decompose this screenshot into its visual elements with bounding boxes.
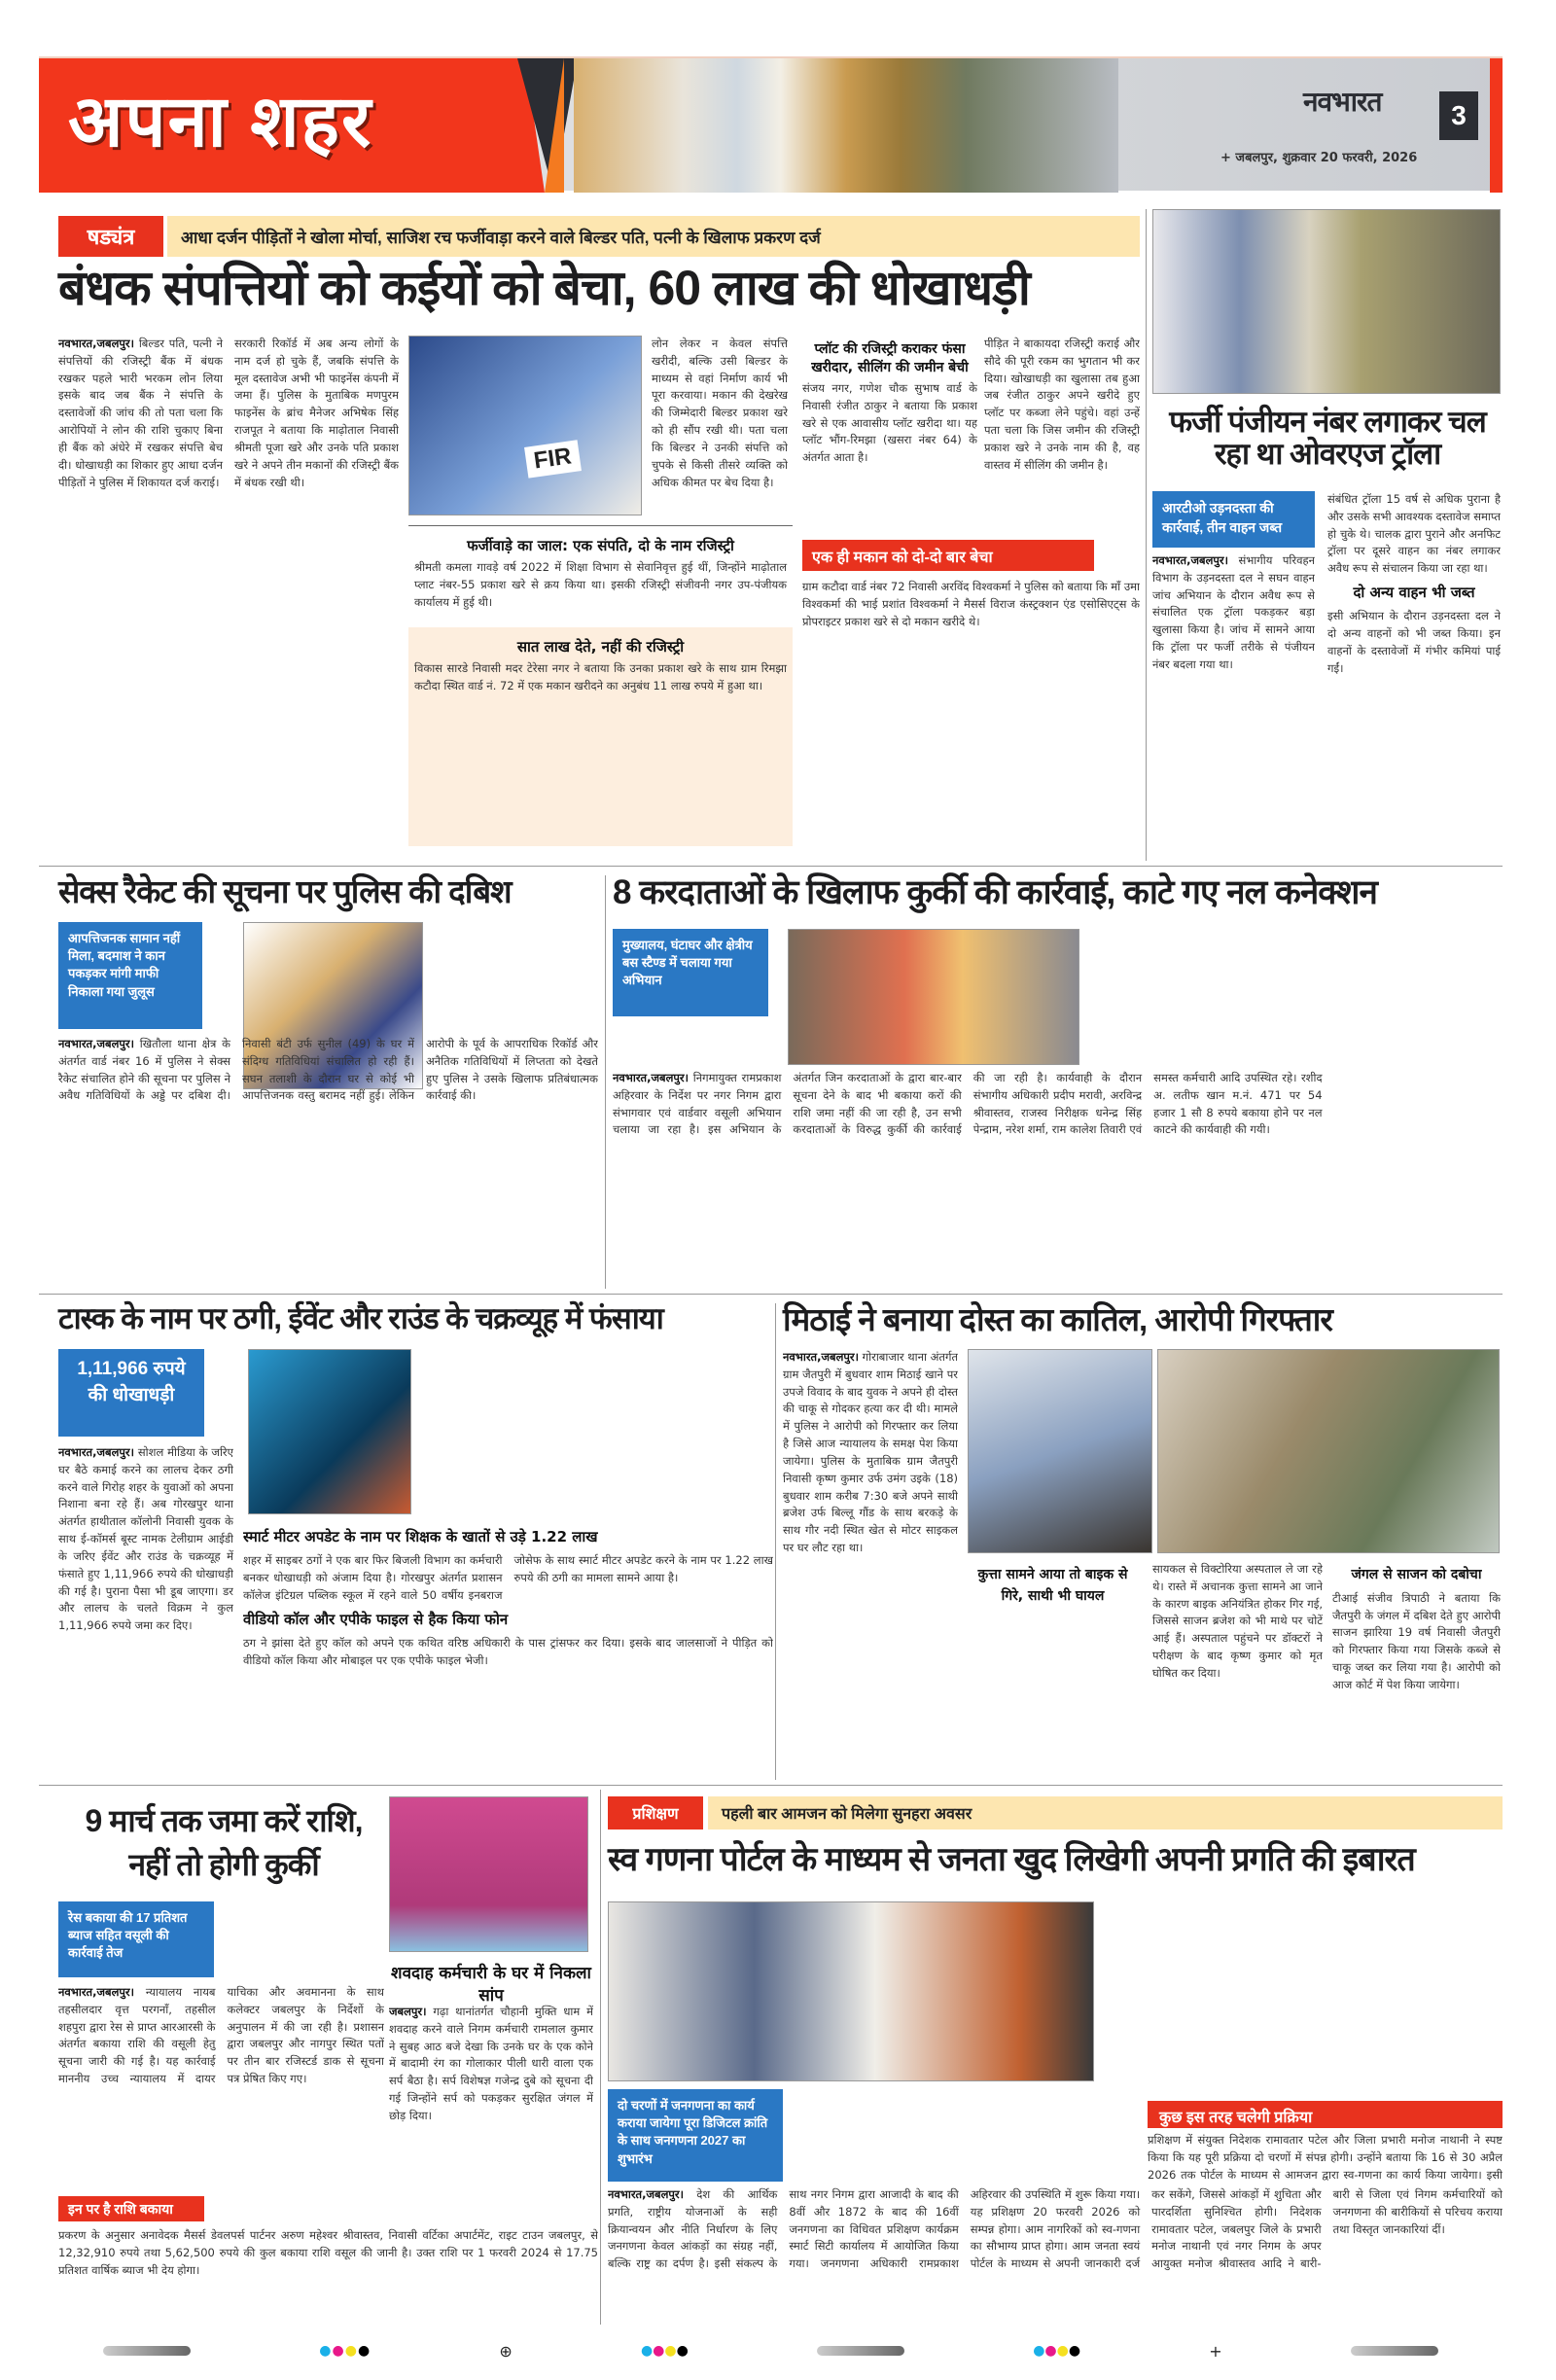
story9-body2: प्रशिक्षण में संयुक्त निदेशक रामावतार पटेल और जिला प्रभारी मनोज नाथानी ने स्पष्ट किया कि यह पूरी प्रक्रिया दो चरणों में संपन्न होगी। उन्होंने बताया कि 16 से 30 अप्रैल 2026 तक पोर्टल के माध्यम से आमजन द्वारा स्व-गणना का कार्य किया जायेगा। इसी — [1148, 2133, 1503, 2182]
story5-headline: टास्क के नाम पर ठगी, ईवेंट और राउंड के चक्रव्यूह में फंसाया — [58, 1301, 663, 1335]
story1-tag: षड्यंत्र — [58, 216, 163, 257]
paragraph: शहर में साइबर ठगों ने एक बार फिर बिजली विभाग का कर्मचारी बनकर धोखाधड़ी को अंजाम दिया है। गोरखपुर अंतर्गत प्रशासन कॉलेज इंटिग्रल पब्लिक स्कूल में रहने वाले 50 वर्षीय इनबराज जोसेफ के साथ स्मार्ट मीटर अपडेट करने के नाम पर 1.22 लाख रुपये की ठगी का मामला सामने आया है। — [243, 1553, 773, 1602]
story7-body2: प्रकरण के अनुसार अनावेदक मैसर्स डेवलपर्स पार्टनर अरुण महेश्वर श्रीवास्तव, निवासी वर्टिका अपार्टमेंट, राइट टाउन जबलपुर, से 12,32,910 रुपये तथा 5,62,500 रुपये की कुल बकाया राशि वसूल की जानी है। उक्त राशि पर 1 फरवरी 2024 से 17.75 प्रतिशत वार्षिक ब्याज भी देय होगा। — [58, 2228, 598, 2277]
date-text: जबलपुर, शुक्रवार 20 फरवरी, 2026 — [1235, 151, 1418, 165]
story8-body — [389, 2004, 593, 2222]
registration-mark-icon — [817, 2346, 904, 2356]
paragraph: न्यायालय नायब तहसीलदार वृत्त परगनाँ, तहसील शहपुरा द्वारा रेस से प्राप्त आरआरसी के अंतर्गत बकाया राशि की वसूली हेतु सूचना जारी की गई है। यह कार्रवाई माननीय उच्च न्यायालय में दायर याचिका और अवमानना के साथ कलेक्टर जबलपुर के निर्देशों के अनुपालन में की जा रही है। प्रशासन द्वारा जबलपुर और नागपुर स्थित पतों पर तीन बार रजिस्टर्ड डाक से सूचना पत्र प्रेषित किए गए। — [58, 1985, 384, 2086]
dateline: + जबलपुर, शुक्रवार 20 फरवरी, 2026 — [1220, 151, 1418, 165]
divider — [605, 875, 606, 1289]
crosshair-icon: ⊕ — [499, 2341, 513, 2361]
fir-label: FIR — [524, 440, 582, 478]
registration-mark-icon — [103, 2346, 191, 2356]
box1-body: श्रीमती कमला गावड़े वर्ष 2022 में शिक्षा विभाग से सेवानिवृत्त हुई थीं, जिन्होंने माढ़ोताल प्लाट नंबर-55 प्रकाश खरे से क्रय किया था। इसकी रजिस्ट्री संजीवनी नगर उप-पंजीयक कार्यालय में हुई थी। — [414, 560, 787, 609]
story9-subhead: कुछ इस तरह चलेगी प्रक्रिया — [1148, 2101, 1503, 2128]
divider — [775, 1303, 776, 1780]
print-registration-strip — [39, 2339, 1503, 2362]
paragraph: इसी अभियान के दौरान उड़नदस्ता दल ने दो अन्य वाहनों को भी जब्त किया। इन वाहनों के दस्तावेजों में गंभीर कमियां पाई गईं। — [1327, 609, 1501, 675]
masthead — [39, 56, 1503, 191]
registration-mark-icon — [1351, 2346, 1438, 2356]
snake-photo — [389, 1796, 588, 1952]
box2-title: सात लाख देते, नहीं की रजिस्ट्री — [516, 638, 685, 656]
dateline: नवभारत,जबलपुर। — [58, 1985, 134, 1999]
dateline: नवभारत,जबलपुर। — [613, 1071, 689, 1084]
story4-headline: 8 करदाताओं के खिलाफ कुर्की की कार्रवाई, काटे गए नल कनेक्शन — [613, 873, 1377, 911]
paragraph: गढ़ा थानांतर्गत चौहानी मुक्ति धाम में शवदाह करने वाले निगम कर्मचारी रामलाल कुमार ने सुबह आठ बजे देखा कि उनके घर के एक कोने में बादामी रंग का गोलाकार पीली धारी वाला एक सर्प बैठा है। सर्प विशेषज्ञ गजेन्द्र दुबे को सूचना दी गई जिन्होंने सर्प को पकड़कर सुरक्षित जंगल में छोड़ दिया। — [389, 2005, 593, 2122]
divider — [39, 866, 1503, 867]
masthead-red-edge — [1490, 58, 1503, 193]
story1-box2 — [408, 627, 793, 846]
story2-body2 — [1327, 491, 1501, 856]
story5-body — [58, 1444, 233, 1775]
paragraph: संबंधित ट्रॉला 15 वर्ष से अधिक पुराना है और उसके सभी आवश्यक दस्तावेज समाप्त हो चुके थे। चालक द्वारा पुराने और अनफिट ट्रॉला पर दूसरे वाहन का नंबर लगाकर अवैध रूप से संचालन किया जा रहा था। — [1327, 492, 1501, 576]
story2-subhead: दो अन्य वाहन भी जब्त — [1353, 584, 1475, 602]
dateline: नवभारत,जबलपुर। — [58, 1445, 134, 1459]
story8-headline: शवदाह कर्मचारी के घर में निकला सांप — [391, 1964, 591, 2006]
story7-body — [58, 1984, 384, 2188]
dateline: नवभारत,जबलपुर। — [58, 337, 134, 350]
page-number: 3 — [1439, 91, 1478, 140]
story6-body — [783, 1349, 958, 1777]
paragraph: खितौला थाना क्षेत्र के अंतर्गत वार्ड नंबर 16 में पुलिस ने सेक्स रैकेट संचालित होने की सूचना पर पुलिस ने अवैध गतिविधियों के अड्डे पर दबिश दी। निवासी बंटी उर्फ सुनील (49) के घर में संदिग्ध गतिविधियां संचालित हो रही हैं। सघन तलाशी के दौरान घर से कोई भी आपत्तिजनक वस्तु बरामद नहीं हुई। लेकिन आरोपी के पूर्व के आपराधिक रिकॉर्ड और अनैतिक गतिविधियों में लिप्तता को देखते हुए पुलिस ने उसके खिलाफ प्रतिबंधात्मक कार्रवाई की। — [58, 1037, 598, 1103]
story6-headline: मिठाई ने बनाया दोस्त का कातिल, आरोपी गिरफ्तार — [783, 1301, 1332, 1337]
story1-box1 — [408, 525, 793, 622]
newspaper-name: नवभारत — [1303, 87, 1382, 117]
story5-box: 1,11,966 रुपये की धोखाधड़ी — [58, 1349, 204, 1437]
story6-subhead1: कुत्ता सामने आया तो बाइक से गिरे, साथी भी घायल — [977, 1567, 1128, 1604]
paragraph: सोशल मीडिया के जरिए घर बैठे कमाई करने का लालच देकर ठगी करने वाले गिरोह शहर के युवाओं को अपना निशाना बना रहे हैं। अब गोरखपुर थाना अंतर्गत हाथीताल कॉलोनी निवासी युवक के साथ ई-कॉमर्स बूस्ट नामक टेलीग्राम आईडी के जरिए ईवेंट और राउंड के चक्रव्यूह में फंसाते हुए 1,11,966 रुपये की धोखाधड़ी की गई है। पुराना पैसा भी डूब जाएगा। डर और लालच के चलते विक्रम ने कुल 1,11,966 रुपये जमा कर दिए। — [58, 1445, 233, 1633]
story1-box4-body: ग्राम कटौदा वार्ड नंबर 72 निवासी अरविंद विश्वकर्मा ने पुलिस को बताया कि माँ उमा विश्वकर्मा की भाई प्रशांत विश्वकर्मा ने मैसर्स विराज कंस्ट्रक्शन एंड एसोसिएट्स के प्रोपराइटर प्रकाश खरे से दो मकान खरीदे थे। — [802, 580, 1140, 628]
color-dots-icon: ●●●● — [1033, 2343, 1081, 2359]
divider — [39, 1785, 1503, 1786]
box3-title: प्लॉट की रजिस्ट्री कराकर फंसा खरीदार, सीलिंग की जमीन बेची — [811, 341, 969, 375]
story3-box: आपत्तिजनक सामान नहीं मिला, बदमाश ने कान पकड़कर मांगी माफी निकाला गया जुलूस — [58, 922, 202, 1029]
story2-box: आरटीओ उड़नदस्ता की कार्रवाई, तीन वाहन जब्त — [1152, 491, 1315, 548]
story3-headline: सेक्स रैकेट की सूचना पर पुलिस की दबिश — [58, 873, 512, 909]
paragraph: देश की आर्थिक प्रगति, राष्ट्रीय योजनाओं के सही क्रियान्वयन और नीति निर्धारण के लिए जनगणना केवल आंकड़ों का संग्रह नहीं, बल्कि राष्ट्र का दर्पण है। इसी संकल्प के साथ नगर निगम द्वारा आजादी के बाद की 8वीं और 1872 के बाद की 16वीं जनगणना का विधिवत प्रशिक्षण कार्यक्रम स्मार्ट सिटी कार्यालय में आयोजित किया गया। जनगणना अधिकारी रामप्रकाश अहिरवार की उपस्थिति में शुरू किया गया। यह प्रशिक्षण 20 फरवरी 2026 को सम्पन्न होगा। आम नागरिकों को स्व-गणना का सौभाग्य प्राप्त होगा। आम जनता स्वयं पोर्टल के माध्यम से अपनी जानकारी दर्ज कर सकेंगे, जिससे आंकड़ों में शुचिता और पारदर्शिता सुनिश्चित होगी। निदेशक रामावतार पटेल, जबलपुर जिले के प्रभारी मनोज नाथानी एवं नगर निगम के अपर आयुक्त मनोज श्रीवास्तव आदि ने बारी-बारी से जिला एवं निगम कर्मचारियों को जनगणना की बारीकियों से परिचय कराया तथा विस्तृत जानकारियां दीं। — [608, 2187, 1503, 2271]
story9-body — [608, 2186, 1503, 2323]
dateline: जबलपुर। — [389, 2005, 427, 2018]
story2-headline: फर्जी पंजीयन नंबर लगाकर चल रहा था ओवरएज ट्रॉला — [1169, 405, 1486, 471]
divider — [600, 1790, 601, 2325]
paragraph: गोराबाजार थाना अंतर्गत ग्राम जैतपुरी में बुधवार शाम मिठाई खाने पर उपजे विवाद के बाद युवक ने अपने ही दोस्त की चाकू से गोदकर हत्या कर दी थी। मामले में पुलिस ने आरोपी को गिरफ्तार कर लिया है जिसे आज न्यायालय के समक्ष पेश किया जायेगा। पुलिस के मुताबिक ग्राम जैतपुरी निवासी कृष्ण कुमार उर्फ उमंग उइके (18) बुधवार शाम करीब 7:30 बजे अपने साथी ब्रजेश उर्फ बिल्लू गौंड के साथ बरकड़े के साथ गौर नदी स्थित खेत से मोटर साइकल पर घर लौट रहा था। — [783, 1350, 958, 1554]
paragraph: सरकारी रिकॉर्ड में अब अन्य लोगों के नाम दर्ज हो चुके हैं, जबकि संपत्ति के मूल दस्तावेज अभी भी फाइनेंस कंपनी में जमा हैं। पुलिस के मुताबिक मणपुरम फाइनेंस के ब्रांच मैनेजर अभिषेक सिंह राजपूत ने बताया कि माढ़ोताल निवासी श्रीमती पूजा खरे और उनके पति प्रकाश खरे ने अपने तीन मकानों की रजिस्ट्री बैंक में बंधक रखी थी। — [234, 337, 399, 489]
color-dots-icon: ●●●● — [640, 2343, 689, 2359]
story2-body1 — [1152, 552, 1315, 856]
story4-body — [613, 1070, 1503, 1284]
story1-headline: बंधक संपत्तियों को कईयों को बेचा, 60 लाख की धोखाधड़ी — [58, 261, 1030, 315]
story6-body-col2 — [968, 1561, 1138, 1777]
divider — [39, 1294, 1503, 1295]
box3-body: संजय नगर, गणेश चौक सुभाष वार्ड के निवासी रंजीत ठाकुर ने बताया कि प्रकाश खरे से एक आवासीय प्लॉट खरीदा था। यह प्लॉट भौंग-रिमझा (खसरा नंबर 64) के अंतर्गत आता है। — [802, 381, 977, 465]
story5-subhead2: वीडियो कॉल और एपीके फाइल से हैक किया फोन — [243, 1610, 509, 1628]
dateline: नवभारत,जबलपुर। — [58, 1037, 134, 1050]
crosshair-icon: + — [1209, 2341, 1222, 2361]
paragraph: टीआई संजीव त्रिपाठी ने बताया कि जैतपुरी के जंगल में दबिश देते हुए आरोपी साजन झारिया 19 वर्ष निवासी जैतपुरी को गिरफ्तार किया गया जिसके कब्जे से चाकू जब्त कर लिया गया है। आरोपी को आज कोर्ट में पेश किया जायेगा। — [1332, 1590, 1501, 1691]
story7-subhead: इन पर है राशि बकाया — [58, 2196, 204, 2221]
city-landmarks-photo — [574, 58, 1118, 193]
story6-subhead2: जंगल से साजन को दबोचा — [1351, 1567, 1482, 1582]
story7-box: रेस बकाया की 17 प्रतिशत ब्याज सहित वसूली की कार्रवाई तेज — [58, 1901, 214, 1977]
story1-kicker: आधा दर्जन पीड़ितों ने खोला मोर्चा, साजिश रच फर्जीवाड़ा करने वाले बिल्डर पति, पत्नी के खिलाफ प्रकरण दर्ज — [167, 216, 1140, 257]
divider — [1146, 209, 1147, 861]
story3-body — [58, 1036, 598, 1289]
box1-title: फर्जीवाड़े का जाल: एक संपति, दो के नाम रजिस्ट्री — [467, 537, 734, 554]
fir-illustration — [408, 336, 642, 515]
dateline: नवभारत,जबलपुर। — [608, 2187, 684, 2201]
story1-box4-title: एक ही मकान को दो-दो बार बेचा — [802, 540, 1094, 571]
box2-body: विकास सारडे निवासी मदर टेरेसा नगर ने बताया कि उनका प्रकाश खरे के साथ ग्राम रिमझा कटौदा स्थित वार्ड नं. 72 में एक मकान खरीदने का अनुबंध 11 लाख रुपये में हुआ था। — [414, 661, 787, 693]
story7-headline: 9 मार्च तक जमा करें राशि, नहीं तो होगी कुर्की — [85, 1803, 363, 1882]
story9-tag: प्रशिक्षण — [608, 1796, 703, 1829]
paragraph: निगमायुक्त रामप्रकाश अहिरवार के निर्देश पर नगर निगम द्वारा संभागवार एवं वार्डवार वसूली अभियान चलाया जा रहा है। इस अभियान के अंतर्गत जिन करदाताओं के द्वारा बार-बार सूचना देने के बाद भी बकाया करों की राशि जमा नहीं की जा रही है, उन सभी करदाताओं के विरुद्ध कुर्की की कार्रवाई की जा रही है। कार्यवाही के दौरान संभागीय अधिकारी प्रदीप मरावी, अरविन्द्र श्रीवास्तव, राजस्व निरीक्षक धनेन्द्र सिंह पेन्द्राम, नरेश शर्मा, राम कालेश तिवारी एवं समस्त कर्मचारी आदि उपस्थित रहे। रशीद अ. लतीफ खान म.नं. 471 पर 54 हजार 1 सौ 8 रुपये बकाया होने पर नल काटने की कार्यवाही की गयी। — [613, 1071, 1323, 1137]
paragraph: ठग ने झांसा देते हुए कॉल को अपने एक कथित वरिष्ठ अधिकारी के पास ट्रांसफर कर दिया। इसके बाद जालसाजों ने पीड़ित को वीडियो कॉल किया और मोबाइल पर एक एपीके फाइल भेजी। — [243, 1635, 773, 1667]
color-dots-icon: ●●●● — [319, 2343, 371, 2359]
paragraph: संभागीय परिवहन विभाग के उड़नदस्ता दल ने सघन वाहन जांच अभियान के दौरान अवैध रूप से संचालित एक ट्रॉला पकड़कर बड़ा खुलासा किया है। जांच में सामने आया कि ट्रॉला पर फर्जी तरीके से पंजीयन नंबर बदला गया था। — [1152, 553, 1315, 671]
story4-box: मुख्यालय, घंटाघर और क्षेत्रीय बस स्टैण्ड में चलाया गया अभियान — [613, 929, 768, 1016]
story5-body-right — [243, 1522, 773, 1777]
story6-body-col4 — [1332, 1561, 1501, 1777]
story6-body-col3: सायकल से विक्टोरिया अस्पताल ले जा रहे थे। रास्ते में अचानक कुत्ता सामने आ जाने के कारण बाइक अनियंत्रित होकर गिर गई, जिससे साजन ब्रजेश को भी माथे पर चोटें आई हैं। अस्पताल पहुंचने पर डॉक्टरों ने परीक्षण के बाद कृष्ण कुमार को मृत घोषित कर दिया। — [1152, 1562, 1323, 1680]
dateline: नवभारत,जबलपुर। — [1152, 553, 1228, 567]
story1-box3 — [802, 336, 977, 540]
section-title: अपना शहर — [68, 81, 373, 161]
trolley-photo — [1152, 209, 1501, 394]
story5-subhead1: स्मार्ट मीटर अपडेट के नाम पर शिक्षक के खातों से उड़े 1.22 लाख — [243, 1528, 598, 1545]
story1-body — [58, 336, 399, 846]
sealing-action-photo — [788, 929, 1079, 1065]
paragraph: बिल्डर पति, पत्नी ने संपत्तियों की रजिस्ट्री बैंक में बंधक रखकर पहले भारी भरकम लोन लिया इसके बाद जब बैंक ने संपत्ति के दस्तावेजों की जांच की तो पता चला कि आरोपियों ने लोन की राशि चुकाए बिना ही बैंक को अंधेरे में रखकर संपत्ति बेच दी। धोखाधड़ी का शिकार हुए आधा दर्जन पीड़ितों ने पुलिस में शिकायत दर्ज कराई। — [58, 337, 223, 489]
story1-body-col3: लोन लेकर न केवल संपत्ति खरीदी, बल्कि उसी बिल्डर के माध्यम से वहां निर्माण कार्य भी पूरा करवाया। मकान की देखरेख की जिम्मेदारी बिल्डर प्रकाश खरे को ही सौंप रखी थी। पता चला कि बिल्डर ने उनकी संपत्ति को चुपके से किसी तीसरे व्यक्ति को अधिक कीमत पर बेच दिया है। — [652, 337, 788, 489]
dateline: नवभारत,जबलपुर। — [783, 1350, 859, 1364]
accused-photo-1 — [968, 1349, 1152, 1553]
story9-headline: स्व गणना पोर्टल के माध्यम से जनता खुद लिखेगी अपनी प्रगति की इबारत — [608, 1841, 1415, 1878]
training-photo — [608, 1901, 1094, 2081]
cyber-fraud-photo — [248, 1349, 411, 1514]
story1-col5: पीड़ित ने बाकायदा रजिस्ट्री कराई और सौदे की पूरी रकम का भुगतान भी कर दिया। खोखाधड़ी का खुलासा तब हुआ जब रंजीत ठाकुर अपने खरीदे हुए प्लॉट पर कब्जा लेने पहुंचे। वहां उन्हें पता चला कि जिस जमीन की रजिस्ट्री प्रकाश खरे ने उनके नाम की है, वह वास्तव में सीलिंग की जमीन है। — [984, 337, 1140, 472]
accused-photo-2 — [1157, 1349, 1500, 1553]
story9-kicker: पहली बार आमजन को मिलेगा सुनहरा अवसर — [708, 1796, 1503, 1829]
story9-box: दो चरणों में जनगणना का कार्य कराया जायेगा पूरा डिजिटल क्रांति के साथ जनगणना 2027 का शुभारंभ — [608, 2089, 783, 2182]
